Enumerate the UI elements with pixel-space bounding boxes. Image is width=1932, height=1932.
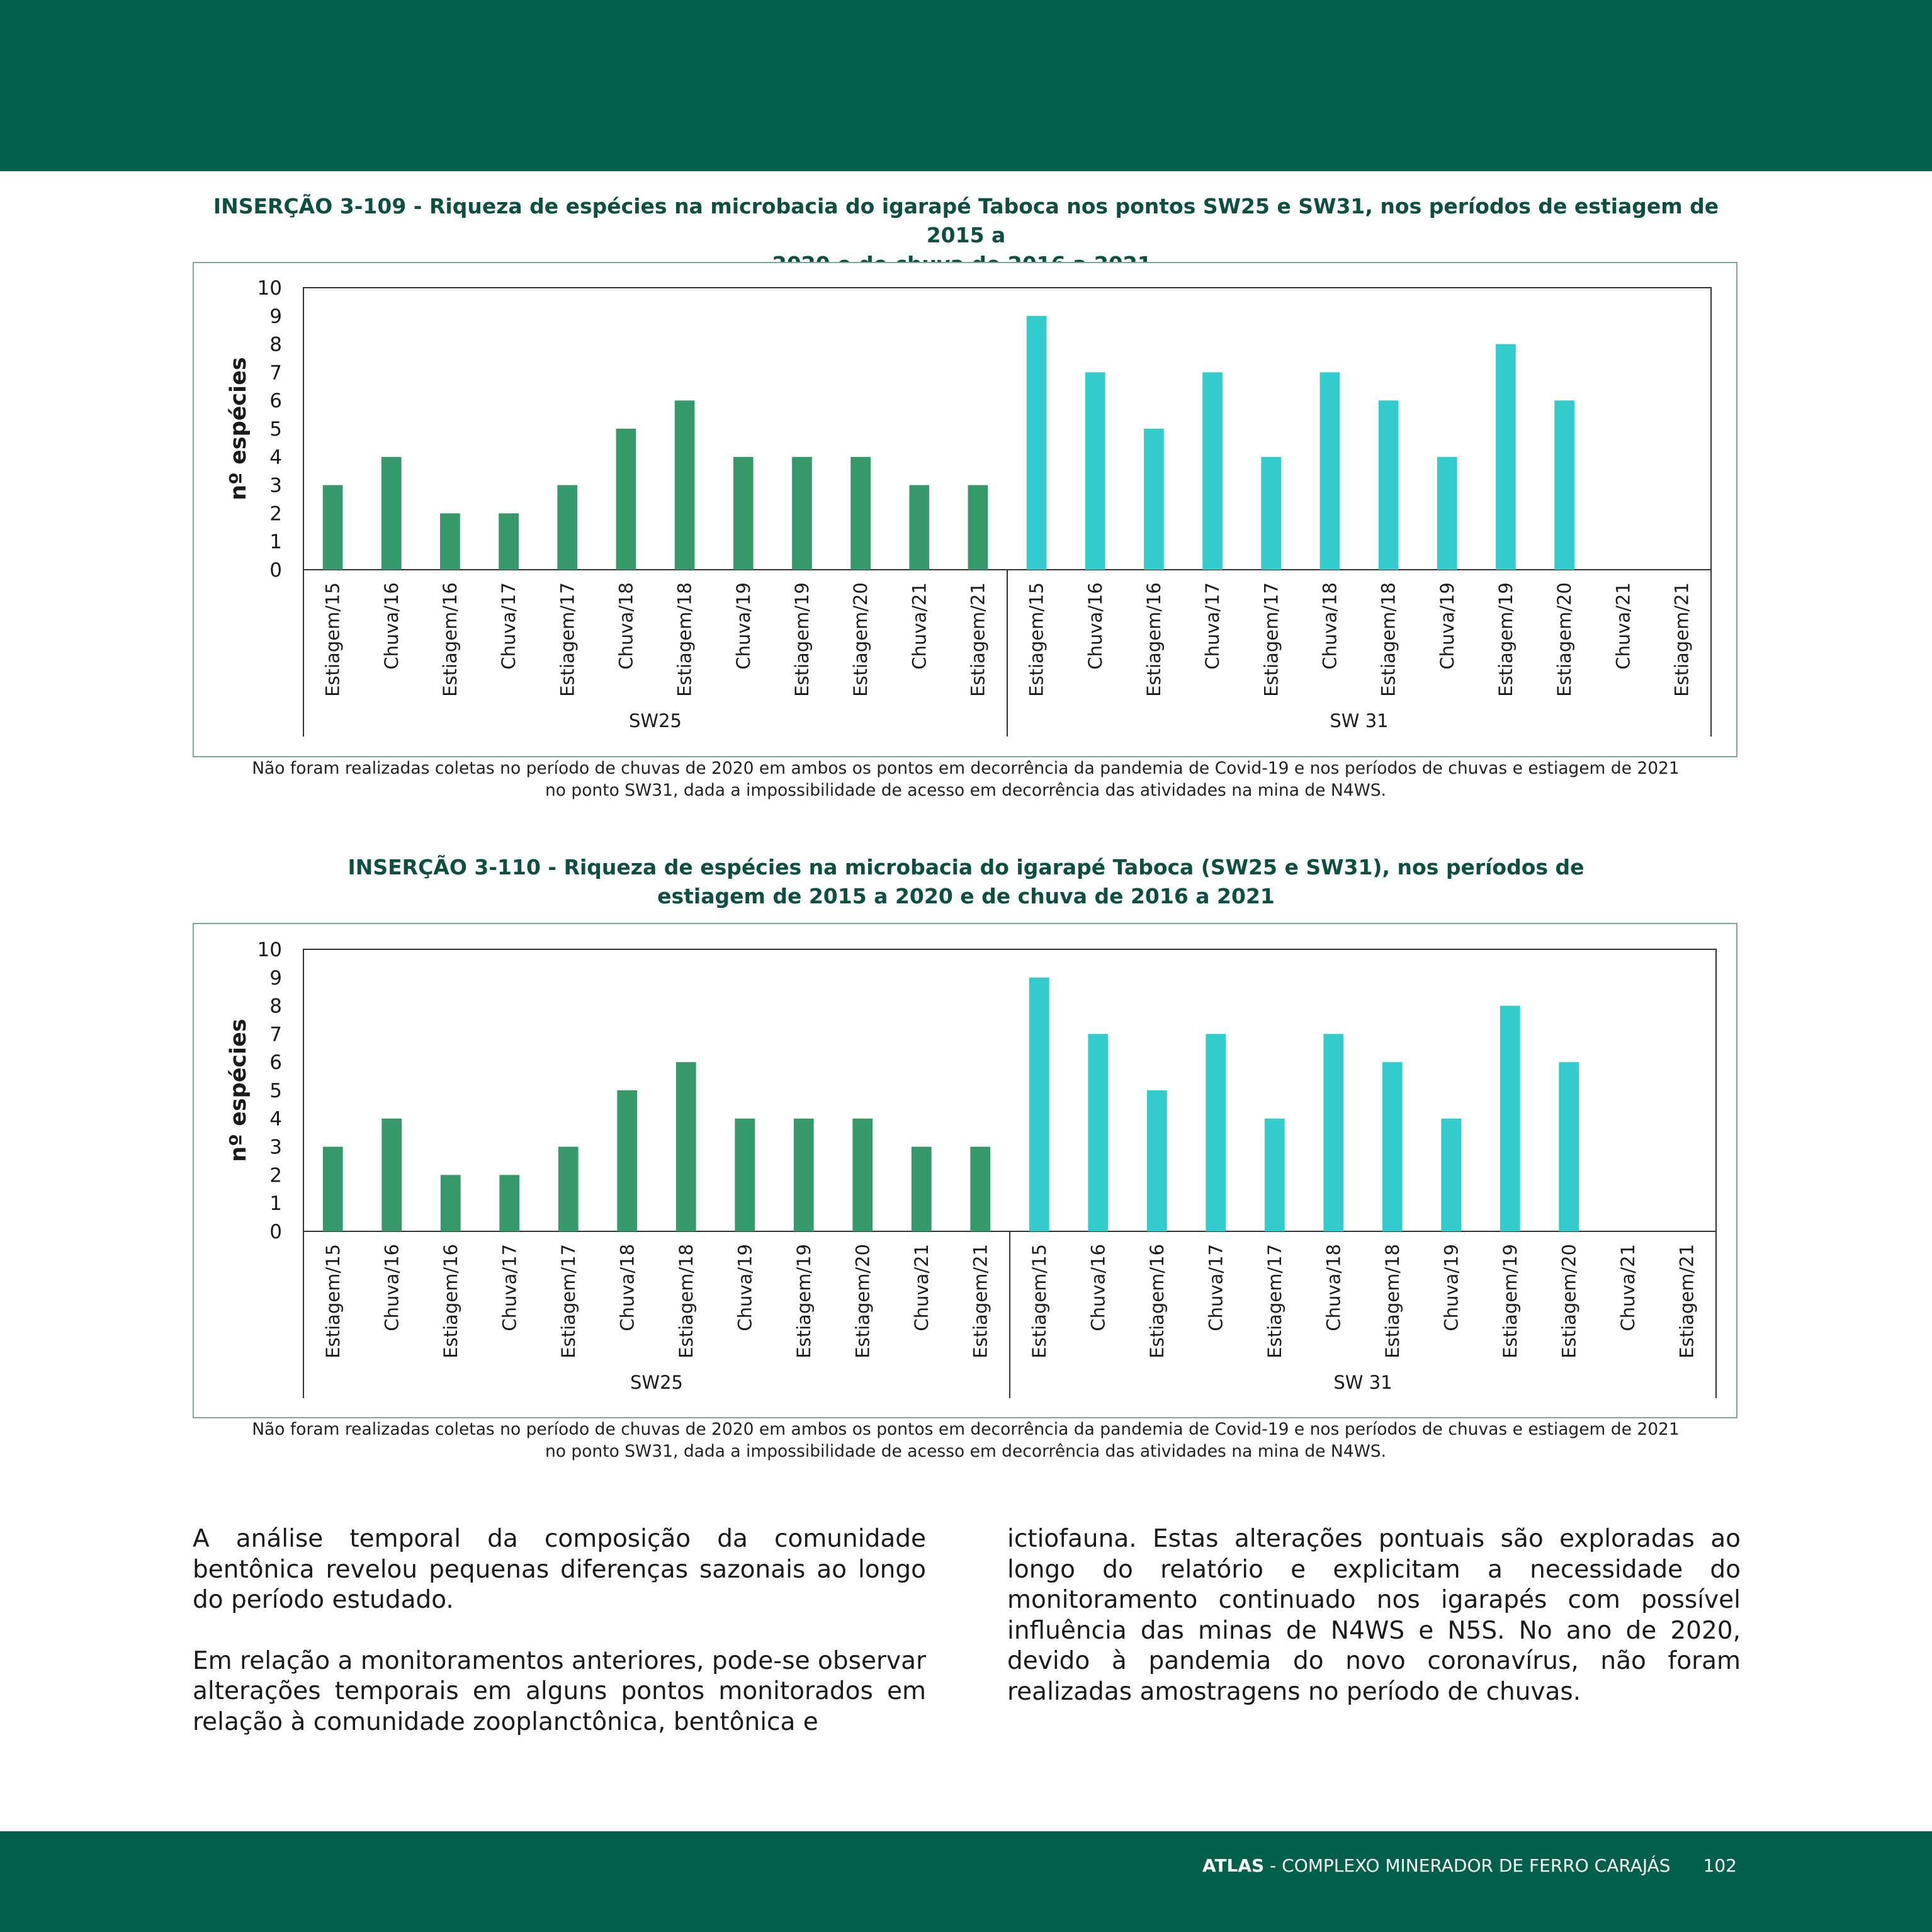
x-tick-label: Chuva/17 [1205, 1244, 1227, 1331]
x-tick-label: Chuva/21 [1617, 1244, 1639, 1331]
bar [1202, 372, 1223, 570]
page-number: 102 [1703, 1855, 1737, 1876]
bar [440, 513, 460, 570]
x-tick-label: Chuva/21 [1612, 582, 1634, 670]
body-paragraph: ictiofauna. Estas alterações pontuais são exploradas ao longo do relatório e explicitam a necessidade do monitoramento continuado nos igarapés com possível influência das minas de N4WS e N5S. No ano de 2020, devido à pandemia do novo coronavírus, não foram realizadas amostragens no período de chuvas. [1007, 1525, 1741, 1706]
x-tick-label: Chuva/18 [1319, 582, 1341, 670]
bar [557, 485, 577, 570]
x-tick-label: Estiagem/19 [793, 1244, 815, 1359]
x-tick-label: Estiagem/15 [322, 1244, 344, 1359]
x-tick-label: Estiagem/16 [1146, 1244, 1168, 1359]
x-tick-label: Chuva/19 [1440, 1244, 1462, 1331]
x-tick-label: Chuva/16 [380, 582, 402, 670]
x-tick-label: Chuva/17 [499, 1244, 521, 1331]
x-tick-label: Estiagem/17 [1263, 1244, 1285, 1359]
x-tick-label: Chuva/17 [498, 582, 520, 670]
bar [558, 1147, 579, 1231]
x-tick-label: Estiagem/17 [557, 1244, 579, 1359]
y-tick-label: 7 [269, 1023, 282, 1046]
bar [1382, 1062, 1403, 1231]
x-tick-label: Estiagem/21 [967, 582, 989, 697]
body-paragraph: A análise temporal da composição da comunidade bentônica revelou pequenas diferenças sazonais ao longo do período estudado. [193, 1525, 926, 1614]
x-tick-label: Estiagem/19 [791, 582, 813, 697]
x-tick-label: Estiagem/21 [1676, 1244, 1698, 1359]
x-tick-label: Estiagem/16 [439, 582, 461, 697]
bar [850, 457, 871, 570]
chart-110-plot [194, 924, 1736, 1417]
x-tick-label: Chuva/18 [1323, 1244, 1345, 1331]
footer [1202, 1853, 1737, 1878]
bar [1088, 1034, 1108, 1231]
bar [1437, 457, 1457, 570]
y-tick-label: 3 [269, 474, 282, 497]
bar [792, 457, 812, 570]
y-tick-label: 7 [269, 361, 282, 385]
figure-title-110 [189, 853, 1743, 911]
x-tick-label: Chuva/19 [1436, 582, 1458, 670]
group-label: SW25 [629, 710, 682, 732]
x-tick-label: Estiagem/21 [1671, 582, 1693, 697]
y-tick-label: 0 [269, 559, 282, 582]
y-tick-label: 3 [269, 1136, 282, 1159]
bar [1496, 344, 1516, 570]
bar [909, 485, 929, 570]
x-tick-label: Estiagem/15 [1025, 582, 1048, 697]
y-tick-label: 1 [269, 1192, 282, 1216]
bar [381, 1119, 402, 1231]
bar [1085, 372, 1105, 570]
bar [1320, 372, 1340, 570]
header-band [0, 0, 1932, 171]
x-tick-label: Chuva/16 [381, 1244, 403, 1331]
y-tick-label: 4 [269, 1107, 282, 1131]
bar [381, 457, 402, 570]
bar [499, 1175, 519, 1231]
y-tick-label: 2 [269, 502, 282, 526]
bar [794, 1119, 814, 1231]
chart-110 [193, 923, 1737, 1418]
footer-subtitle: - COMPLEXO MINERADOR DE FERRO CARAJÁS [1264, 1855, 1671, 1876]
bar [616, 429, 636, 570]
bar [1379, 400, 1399, 570]
x-tick-label: Chuva/16 [1087, 1244, 1109, 1331]
x-tick-label: Chuva/16 [1084, 582, 1106, 670]
x-tick-label: Chuva/19 [732, 582, 754, 670]
bar [733, 457, 754, 570]
x-tick-label: Estiagem/16 [1143, 582, 1165, 697]
bar [676, 1062, 696, 1231]
bar [852, 1119, 873, 1231]
x-tick-label: Estiagem/16 [439, 1244, 461, 1359]
bar [675, 400, 695, 570]
bar [1206, 1034, 1226, 1231]
y-axis-label: nº espécies [226, 1019, 251, 1162]
figure-note-line: Não foram realizadas coletas no período de chuvas de 2020 em ambos os pontos em decorrência da pandemia de Covid-19 e nos períodos de chuvas e estiagem de 2021 [252, 759, 1680, 778]
x-tick-label: Chuva/19 [734, 1244, 756, 1331]
x-tick-label: Estiagem/20 [1554, 582, 1576, 697]
body-column-right [1007, 1524, 1741, 1737]
x-tick-label: Estiagem/15 [322, 582, 344, 697]
x-tick-label: Chuva/17 [1202, 582, 1224, 670]
x-tick-label: Chuva/21 [908, 582, 930, 670]
bar [441, 1175, 461, 1231]
bar [1441, 1119, 1461, 1231]
bar [1027, 316, 1047, 570]
chart-109 [193, 262, 1737, 757]
x-tick-label: Estiagem/18 [675, 1244, 697, 1359]
x-tick-label: Estiagem/20 [852, 1244, 874, 1359]
y-tick-label: 0 [269, 1221, 282, 1243]
footer-brand: ATLAS [1202, 1855, 1265, 1876]
figure-title-line: estiagem de 2015 a 2020 e de chuva de 2016 a 2021 [657, 884, 1275, 908]
figure-note-109 [193, 757, 1739, 801]
y-tick-label: 4 [269, 446, 282, 469]
figure-title-line: INSERÇÃO 3-110 - Riqueza de espécies na microbacia do igarapé Taboca (SW25 e SW31), nos períodos de [347, 855, 1585, 879]
bar [617, 1090, 637, 1231]
bar [1144, 429, 1164, 570]
figure-note-line: no ponto SW31, dada a impossibilidade de acesso em decorrência das atividades na mina de N4WS. [545, 1442, 1387, 1461]
x-tick-label: Chuva/18 [615, 582, 637, 670]
bar [912, 1147, 932, 1231]
figure-title-line: INSERÇÃO 3-109 - Riqueza de espécies na microbacia do igarapé Taboca nos pontos SW25 e SW31, nos períodos de estiagem de 2015 a [213, 194, 1719, 247]
x-tick-label: Estiagem/19 [1494, 582, 1517, 697]
group-label: SW 31 [1333, 1372, 1393, 1393]
x-tick-label: Estiagem/21 [969, 1244, 991, 1359]
x-tick-label: Estiagem/20 [1558, 1244, 1580, 1359]
figure-note-line: no ponto SW31, dada a impossibilidade de acesso em decorrência das atividades na mina de N4WS. [545, 781, 1387, 800]
bar [1559, 1062, 1579, 1231]
y-tick-label: 10 [257, 277, 282, 300]
y-tick-label: 6 [269, 390, 282, 413]
y-tick-label: 2 [269, 1164, 282, 1187]
x-tick-label: Estiagem/15 [1028, 1244, 1050, 1359]
bar [968, 485, 988, 570]
body-column-left [193, 1524, 926, 1768]
y-tick-label: 9 [269, 966, 282, 990]
bar [1261, 457, 1281, 570]
x-tick-label: Estiagem/17 [1260, 582, 1282, 697]
x-tick-label: Estiagem/18 [1377, 582, 1399, 697]
x-tick-label: Estiagem/20 [850, 582, 872, 697]
bar [323, 485, 343, 570]
body-paragraph: Em relação a monitoramentos anteriores, pode-se observar alterações temporais em alguns pontos monitorados em relação à comunidade zooplanctônica, bentônica e [193, 1646, 926, 1736]
chart-109-plot [194, 263, 1736, 756]
bar [1554, 400, 1574, 570]
y-tick-label: 5 [269, 1080, 282, 1102]
y-tick-label: 8 [269, 995, 282, 1018]
bar [499, 513, 519, 570]
bar [1029, 978, 1049, 1231]
y-tick-label: 9 [269, 305, 282, 328]
bar [1265, 1119, 1285, 1231]
x-tick-label: Chuva/18 [616, 1244, 638, 1331]
bar [1500, 1006, 1520, 1231]
bar [970, 1147, 990, 1231]
figure-note-110 [193, 1418, 1739, 1462]
x-tick-label: Estiagem/19 [1499, 1244, 1521, 1359]
footer-band [0, 1831, 1932, 1932]
bar [323, 1147, 343, 1231]
y-tick-label: 6 [269, 1051, 282, 1075]
y-axis-label: nº espécies [226, 357, 251, 500]
group-label: SW25 [630, 1372, 683, 1393]
y-tick-label: 1 [269, 531, 282, 554]
y-tick-label: 8 [269, 333, 282, 356]
y-tick-label: 5 [269, 418, 282, 441]
x-tick-label: Estiagem/18 [1381, 1244, 1403, 1359]
bar [1323, 1034, 1343, 1231]
group-label: SW 31 [1330, 710, 1389, 732]
bar [1147, 1090, 1167, 1231]
figure-note-line: Não foram realizadas coletas no período de chuvas de 2020 em ambos os pontos em decorrência da pandemia de Covid-19 e nos períodos de chuvas e estiagem de 2021 [252, 1420, 1680, 1439]
x-tick-label: Estiagem/17 [556, 582, 579, 697]
x-tick-label: Chuva/21 [910, 1244, 932, 1331]
y-tick-label: 10 [257, 939, 282, 961]
x-tick-label: Estiagem/18 [674, 582, 696, 697]
bar [735, 1119, 755, 1231]
